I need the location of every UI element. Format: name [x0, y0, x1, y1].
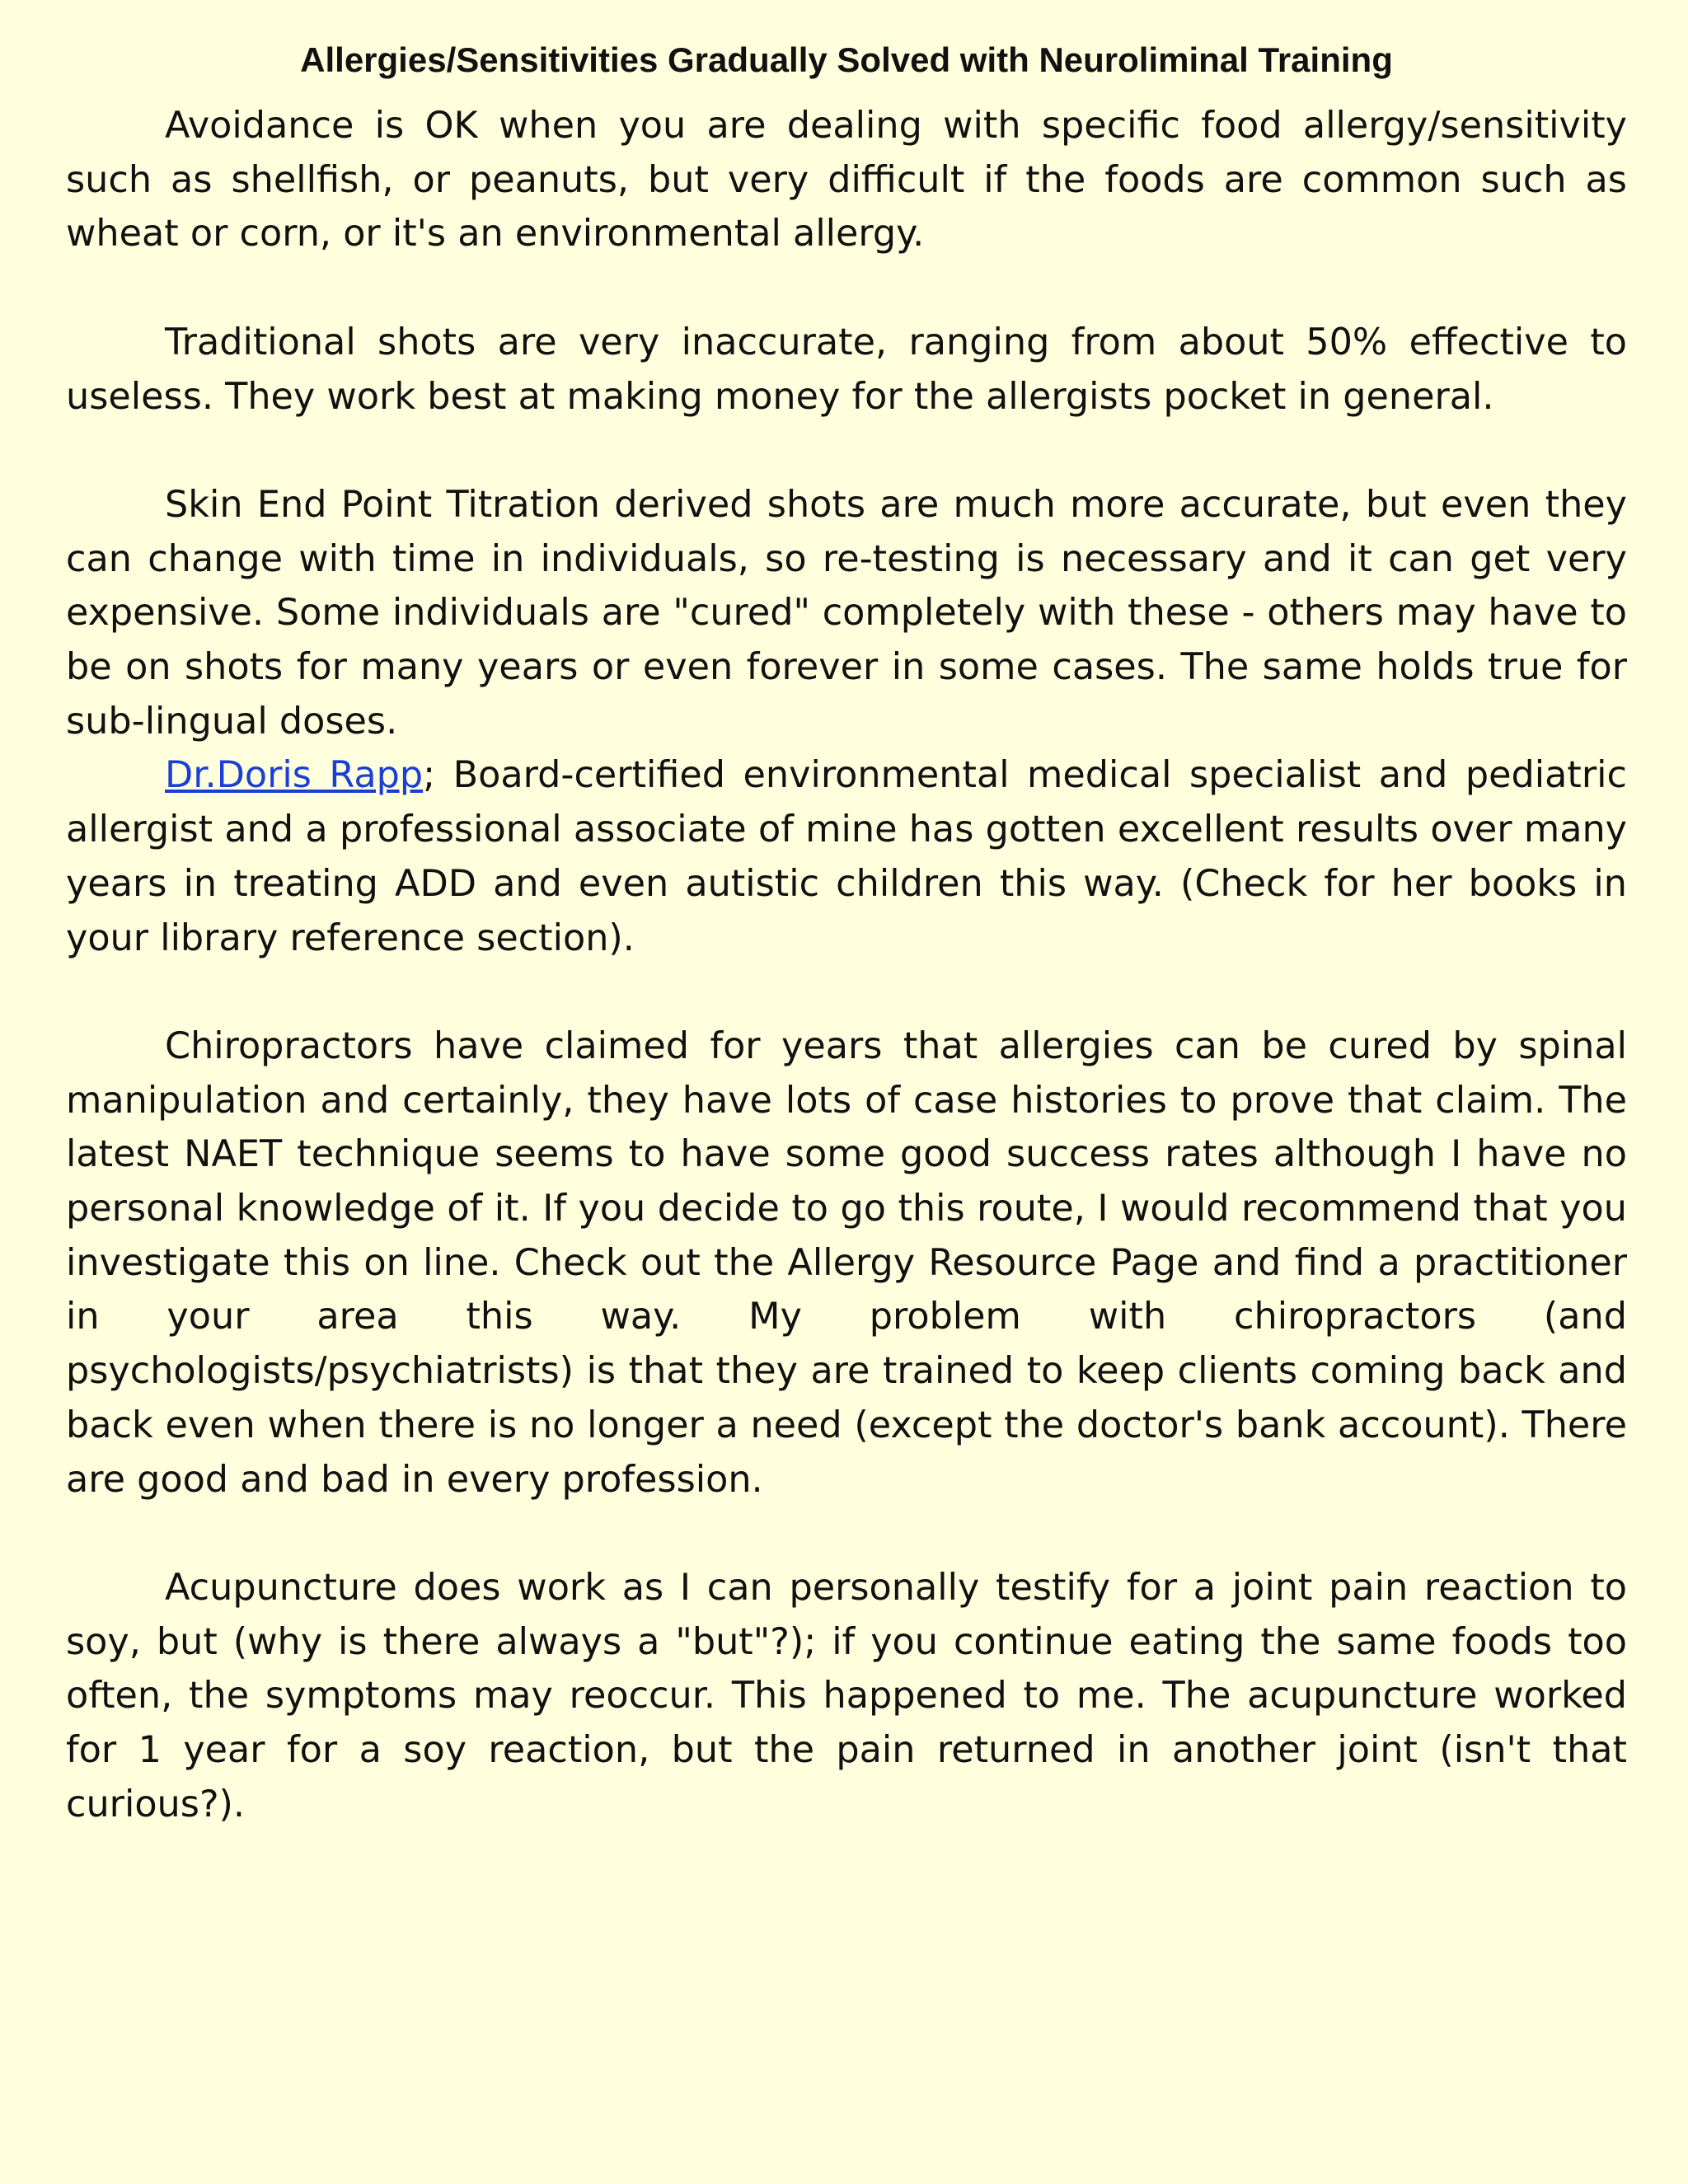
paragraph-titration: Skin End Point Titration derived shots are much more accurate, but even they can change with time in individuals, so re-testing is necessary and it can get very expensive. Some individuals are "cured" completely with these - others may have to be on shots for many years or even forever in some cases. The same holds true for sub-lingual doses. [66, 483, 1627, 743]
paragraph-dr-rapp [66, 748, 1627, 965]
page-title: Allergies/Sensitivities Gradually Solved with Neuroliminal Training [300, 40, 1393, 79]
paragraph-acupuncture: Acupuncture does work as I can personally testify for a joint pain reaction to soy, but (why is there always a "but"?); if you continue eating the same foods too often, the symptoms may reoccur. This happened to me. The acupuncture worked for 1 year for a soy reaction, but the pain returned in another joint (isn't that curious?). [66, 1566, 1627, 1825]
paragraph-avoidance: Avoidance is OK when you are dealing with specific food allergy/sensitivity such as shellfish, or peanuts, but very difficult if the foods are common such as wheat or corn, or it's an environmental allergy. [66, 105, 1627, 255]
paragraph-chiropractors: Chiropractors have claimed for years that allergies can be cured by spinal manipulation and certainly, they have lots of case histories to prove that claim. The latest NAET technique seems to have some good success rates although I have no personal knowledge of it. If you decide to go this route, I would recommend that you investigate this on line. Check out the Allergy Resource Page and find a practitioner in your area this way. My problem with chiropractors (and psychologists/psychiatrists) is that they are trained to keep clients coming back and back even when there is no longer a need (except the doctor's bank account). There are good and bad in every profession. [66, 1024, 1627, 1501]
dr-doris-rapp-link[interactable]: Dr.Doris Rapp [165, 754, 424, 797]
paragraph-dr-rapp-text: ; Board-certified environmental medical specialist and pediatric allergist and a professional associate of mine has gotten excellent results over many years in treating ADD and even autistic children this way. (Check for her books in your library reference section). [66, 754, 1627, 959]
paragraph-traditional-shots: Traditional shots are very inaccurate, ranging from about 50% effective to useless. They work best at making money for the allergists pocket in general. [66, 321, 1627, 418]
